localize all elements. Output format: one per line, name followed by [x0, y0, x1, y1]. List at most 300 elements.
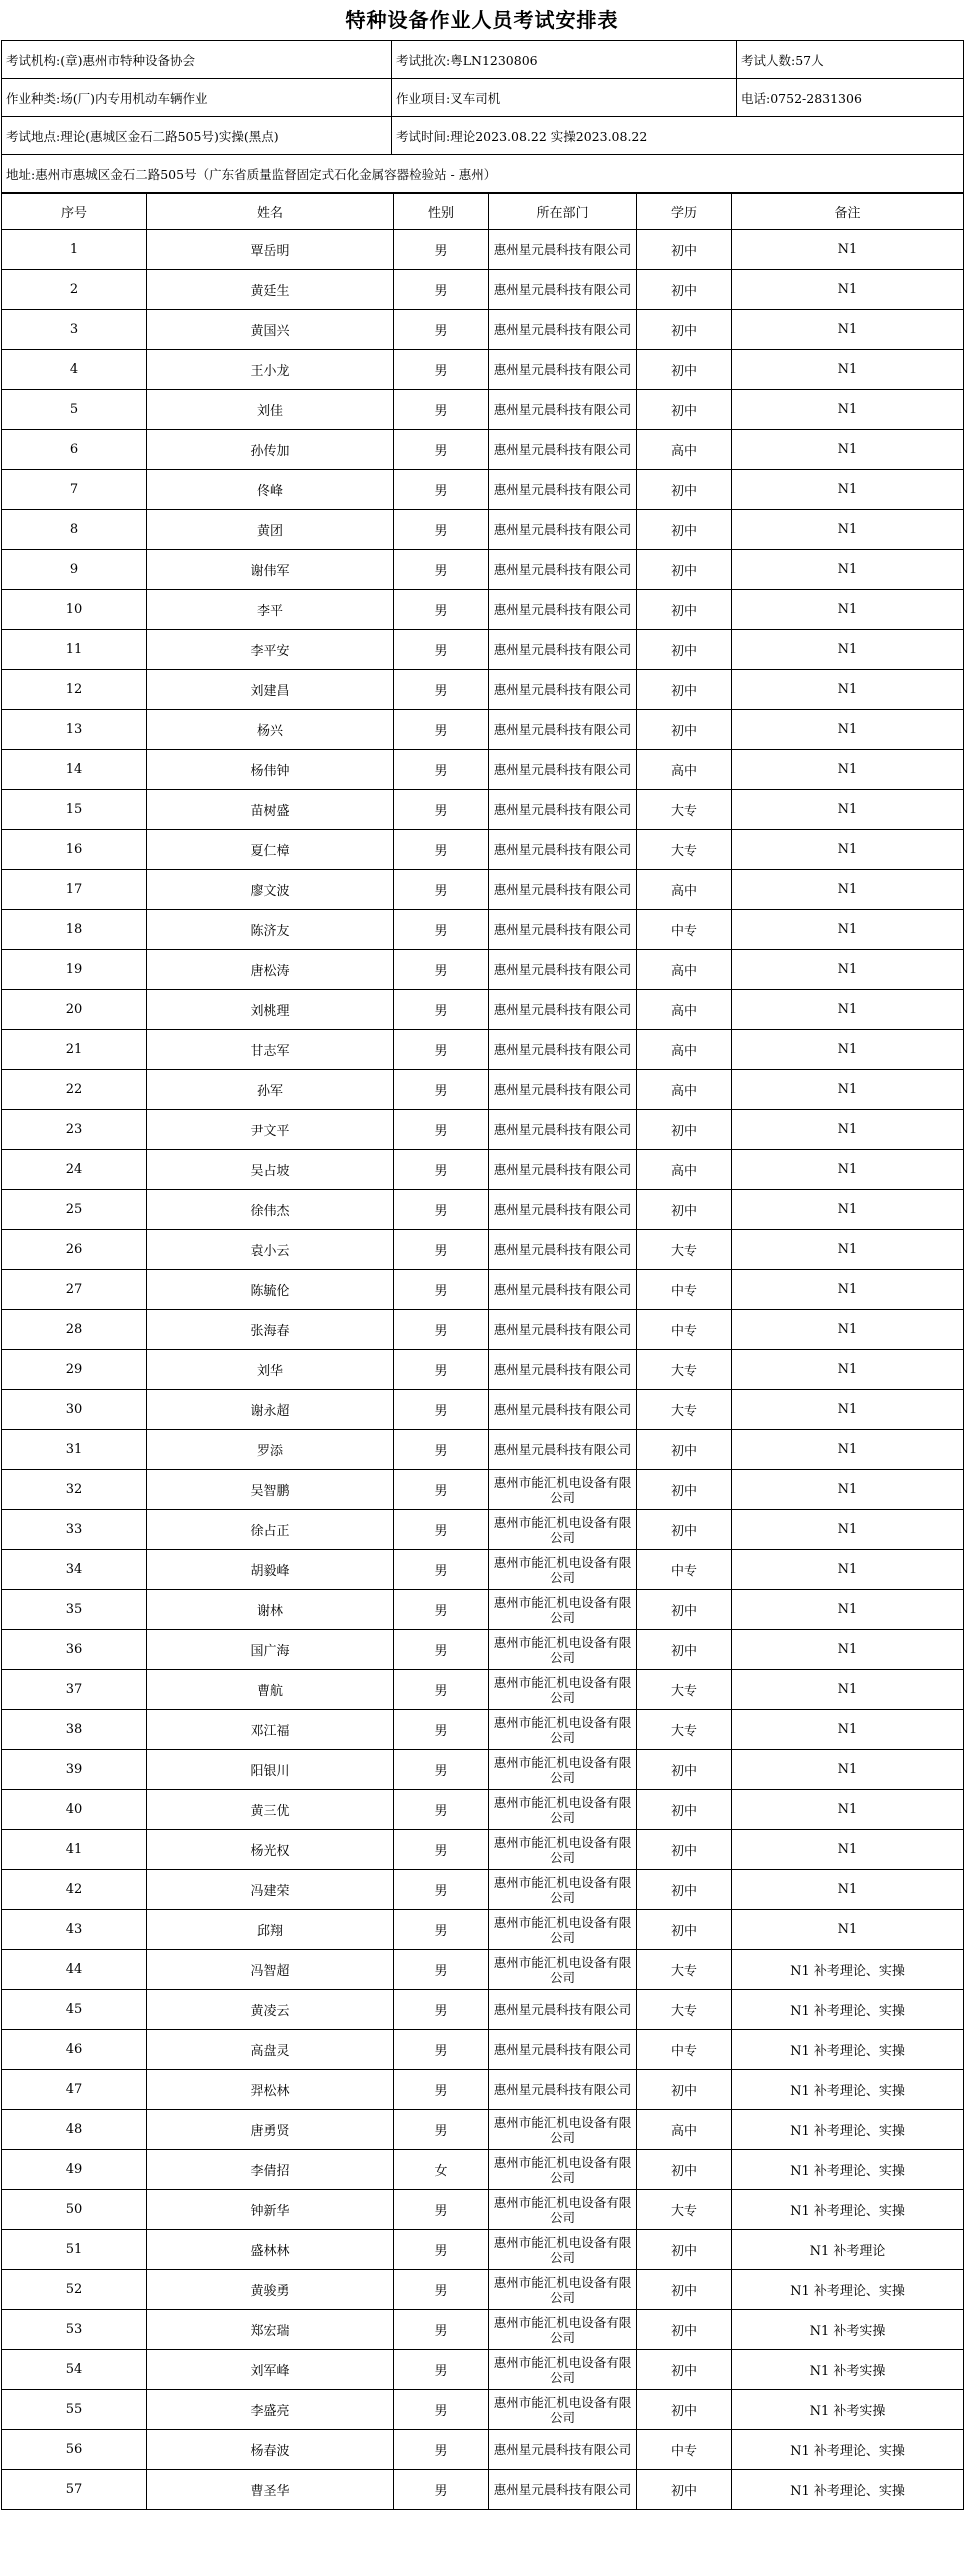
- gender-cell: 男: [394, 750, 489, 790]
- gender-cell: 男: [394, 2430, 489, 2470]
- education-cell: 初中: [637, 310, 732, 350]
- name-cell: 邱翔: [147, 1910, 394, 1950]
- table-row: [2, 1190, 964, 1230]
- table-row: [2, 1070, 964, 1110]
- name-cell: 刘桃理: [147, 990, 394, 1030]
- table-row: [2, 2310, 964, 2350]
- gender-cell: 男: [394, 1790, 489, 1830]
- name-cell: 钟新华: [147, 2190, 394, 2230]
- education-cell: 高中: [637, 990, 732, 1030]
- dept-cell: 惠州市能汇机电设备有限公司: [489, 1830, 637, 1870]
- education-cell: 初中: [637, 230, 732, 270]
- seq-cell: 24: [2, 1150, 147, 1190]
- exam-org: 考试机构:(章)惠州市特种设备协会: [2, 41, 392, 79]
- remark-cell: N1: [732, 1430, 964, 1470]
- table-row: [2, 2270, 964, 2310]
- dept-cell: 惠州星元晨科技有限公司: [489, 630, 637, 670]
- education-cell: 中专: [637, 1270, 732, 1310]
- dept-cell: 惠州星元晨科技有限公司: [489, 2030, 637, 2070]
- name-cell: 夏仁樟: [147, 830, 394, 870]
- name-cell: 刘军峰: [147, 2350, 394, 2390]
- seq-cell: 16: [2, 830, 147, 870]
- seq-cell: 13: [2, 710, 147, 750]
- column-header: 学历: [637, 194, 732, 230]
- remark-cell: N1: [732, 1030, 964, 1070]
- seq-cell: 29: [2, 1350, 147, 1390]
- dept-cell: 惠州星元晨科技有限公司: [489, 1350, 637, 1390]
- seq-cell: 55: [2, 2390, 147, 2430]
- name-cell: 胡毅峰: [147, 1550, 394, 1590]
- remark-cell: N1: [732, 1110, 964, 1150]
- seq-cell: 43: [2, 1910, 147, 1950]
- name-cell: 袁小云: [147, 1230, 394, 1270]
- gender-cell: 男: [394, 390, 489, 430]
- education-cell: 初中: [637, 2470, 732, 2510]
- table-row: [2, 1710, 964, 1750]
- gender-cell: 男: [394, 2190, 489, 2230]
- education-cell: 初中: [637, 1470, 732, 1510]
- remark-cell: N1: [732, 1910, 964, 1950]
- seq-cell: 12: [2, 670, 147, 710]
- table-row: [2, 870, 964, 910]
- name-cell: 孙传加: [147, 430, 394, 470]
- seq-cell: 36: [2, 1630, 147, 1670]
- name-cell: 陈济友: [147, 910, 394, 950]
- education-cell: 初中: [637, 1430, 732, 1470]
- education-cell: 高中: [637, 1030, 732, 1070]
- name-cell: 刘华: [147, 1350, 394, 1390]
- dept-cell: 惠州星元晨科技有限公司: [489, 950, 637, 990]
- gender-cell: 男: [394, 1670, 489, 1710]
- dept-cell: 惠州星元晨科技有限公司: [489, 2470, 637, 2510]
- name-cell: 覃岳明: [147, 230, 394, 270]
- remark-cell: N1: [732, 230, 964, 270]
- column-header: 备注: [732, 194, 964, 230]
- dept-cell: 惠州星元晨科技有限公司: [489, 790, 637, 830]
- name-cell: 张海春: [147, 1310, 394, 1350]
- seq-cell: 56: [2, 2430, 147, 2470]
- dept-cell: 惠州市能汇机电设备有限公司: [489, 1750, 637, 1790]
- name-cell: 谢林: [147, 1590, 394, 1630]
- gender-cell: 男: [394, 2070, 489, 2110]
- seq-cell: 39: [2, 1750, 147, 1790]
- dept-cell: 惠州星元晨科技有限公司: [489, 870, 637, 910]
- education-cell: 初中: [637, 470, 732, 510]
- seq-cell: 54: [2, 2350, 147, 2390]
- table-row: [2, 1670, 964, 1710]
- education-cell: 初中: [637, 1190, 732, 1230]
- column-header: 姓名: [147, 194, 394, 230]
- education-cell: 初中: [637, 2270, 732, 2310]
- education-cell: 初中: [637, 1870, 732, 1910]
- seq-cell: 23: [2, 1110, 147, 1150]
- gender-cell: 男: [394, 2390, 489, 2430]
- education-cell: 大专: [637, 1950, 732, 1990]
- name-cell: 黄三优: [147, 1790, 394, 1830]
- seq-cell: 14: [2, 750, 147, 790]
- gender-cell: 男: [394, 470, 489, 510]
- work-category: 作业种类:场(厂)内专用机动车辆作业: [2, 79, 392, 117]
- education-cell: 高中: [637, 750, 732, 790]
- remark-cell: N1: [732, 1670, 964, 1710]
- dept-cell: 惠州市能汇机电设备有限公司: [489, 1670, 637, 1710]
- remark-cell: N1 补考实操: [732, 2350, 964, 2390]
- name-cell: 谢永超: [147, 1390, 394, 1430]
- name-cell: 羿松林: [147, 2070, 394, 2110]
- seq-cell: 30: [2, 1390, 147, 1430]
- education-cell: 中专: [637, 2430, 732, 2470]
- gender-cell: 男: [394, 950, 489, 990]
- name-cell: 吴占坡: [147, 1150, 394, 1190]
- education-cell: 初中: [637, 2310, 732, 2350]
- gender-cell: 男: [394, 1030, 489, 1070]
- name-cell: 杨光权: [147, 1830, 394, 1870]
- table-row: [2, 1510, 964, 1550]
- education-cell: 中专: [637, 1310, 732, 1350]
- remark-cell: N1: [732, 750, 964, 790]
- dept-cell: 惠州星元晨科技有限公司: [489, 470, 637, 510]
- gender-cell: 男: [394, 1070, 489, 1110]
- exam-info-table: [1, 40, 964, 193]
- remark-cell: N1: [732, 1390, 964, 1430]
- remark-cell: N1: [732, 790, 964, 830]
- education-cell: 初中: [637, 1790, 732, 1830]
- education-cell: 中专: [637, 2030, 732, 2070]
- seq-cell: 51: [2, 2230, 147, 2270]
- dept-cell: 惠州星元晨科技有限公司: [489, 1190, 637, 1230]
- education-cell: 初中: [637, 1590, 732, 1630]
- table-row: [2, 790, 964, 830]
- seq-cell: 47: [2, 2070, 147, 2110]
- education-cell: 高中: [637, 430, 732, 470]
- gender-cell: 男: [394, 230, 489, 270]
- name-cell: 廖文波: [147, 870, 394, 910]
- dept-cell: 惠州星元晨科技有限公司: [489, 990, 637, 1030]
- name-cell: 杨春波: [147, 2430, 394, 2470]
- remark-cell: N1 补考理论、实操: [732, 2030, 964, 2070]
- seq-cell: 52: [2, 2270, 147, 2310]
- seq-cell: 8: [2, 510, 147, 550]
- dept-cell: 惠州星元晨科技有限公司: [489, 1390, 637, 1430]
- education-cell: 初中: [637, 2230, 732, 2270]
- table-row: [2, 350, 964, 390]
- remark-cell: N1: [732, 1070, 964, 1110]
- seq-cell: 19: [2, 950, 147, 990]
- remark-cell: N1: [732, 1710, 964, 1750]
- gender-cell: 男: [394, 1150, 489, 1190]
- remark-cell: N1: [732, 1230, 964, 1270]
- name-cell: 邓江福: [147, 1710, 394, 1750]
- seq-cell: 5: [2, 390, 147, 430]
- gender-cell: 男: [394, 1590, 489, 1630]
- name-cell: 杨兴: [147, 710, 394, 750]
- gender-cell: 男: [394, 1110, 489, 1150]
- seq-cell: 4: [2, 350, 147, 390]
- name-cell: 罗添: [147, 1430, 394, 1470]
- gender-cell: 男: [394, 430, 489, 470]
- dept-cell: 惠州星元晨科技有限公司: [489, 1030, 637, 1070]
- name-cell: 曹圣华: [147, 2470, 394, 2510]
- seq-cell: 9: [2, 550, 147, 590]
- gender-cell: 男: [394, 1830, 489, 1870]
- name-cell: 刘建昌: [147, 670, 394, 710]
- gender-cell: 男: [394, 1310, 489, 1350]
- seq-cell: 25: [2, 1190, 147, 1230]
- dept-cell: 惠州市能汇机电设备有限公司: [489, 1550, 637, 1590]
- page-title: 特种设备作业人员考试安排表: [345, 8, 619, 32]
- name-cell: 孙军: [147, 1070, 394, 1110]
- gender-cell: 男: [394, 1390, 489, 1430]
- seq-cell: 3: [2, 310, 147, 350]
- seq-cell: 38: [2, 1710, 147, 1750]
- seq-cell: 10: [2, 590, 147, 630]
- seq-cell: 31: [2, 1430, 147, 1470]
- remark-cell: N1: [732, 390, 964, 430]
- table-row: [2, 1870, 964, 1910]
- remark-cell: N1: [732, 1750, 964, 1790]
- gender-cell: 男: [394, 2030, 489, 2070]
- name-cell: 佟峰: [147, 470, 394, 510]
- gender-cell: 男: [394, 670, 489, 710]
- dept-cell: 惠州市能汇机电设备有限公司: [489, 1710, 637, 1750]
- seq-cell: 40: [2, 1790, 147, 1830]
- dept-cell: 惠州市能汇机电设备有限公司: [489, 2350, 637, 2390]
- dept-cell: 惠州星元晨科技有限公司: [489, 2070, 637, 2110]
- education-cell: 初中: [637, 550, 732, 590]
- gender-cell: 男: [394, 630, 489, 670]
- remark-cell: N1: [732, 470, 964, 510]
- remark-cell: N1: [732, 950, 964, 990]
- table-row: [2, 910, 964, 950]
- dept-cell: 惠州市能汇机电设备有限公司: [489, 2190, 637, 2230]
- table-row: [2, 270, 964, 310]
- seq-cell: 48: [2, 2110, 147, 2150]
- remark-cell: N1 补考理论、实操: [732, 2070, 964, 2110]
- education-cell: 高中: [637, 1070, 732, 1110]
- seq-cell: 50: [2, 2190, 147, 2230]
- dept-cell: 惠州星元晨科技有限公司: [489, 390, 637, 430]
- table-row: [2, 2430, 964, 2470]
- dept-cell: 惠州星元晨科技有限公司: [489, 1310, 637, 1350]
- name-cell: 黄国兴: [147, 310, 394, 350]
- dept-cell: 惠州市能汇机电设备有限公司: [489, 1470, 637, 1510]
- seq-cell: 34: [2, 1550, 147, 1590]
- table-header-row: [2, 194, 964, 230]
- gender-cell: 男: [394, 1550, 489, 1590]
- seq-cell: 45: [2, 1990, 147, 2030]
- name-cell: 盛林林: [147, 2230, 394, 2270]
- table-row: [2, 510, 964, 550]
- seq-cell: 17: [2, 870, 147, 910]
- remark-cell: N1 补考理论、实操: [732, 2430, 964, 2470]
- name-cell: 杨伟钟: [147, 750, 394, 790]
- gender-cell: 男: [394, 1990, 489, 2030]
- seq-cell: 44: [2, 1950, 147, 1990]
- name-cell: 刘佳: [147, 390, 394, 430]
- table-row: [2, 310, 964, 350]
- table-row: [2, 1550, 964, 1590]
- gender-cell: 男: [394, 870, 489, 910]
- education-cell: 大专: [637, 1390, 732, 1430]
- exam-time: 考试时间:理论2023.08.22 实操2023.08.22: [392, 117, 964, 155]
- gender-cell: 男: [394, 590, 489, 630]
- seq-cell: 53: [2, 2310, 147, 2350]
- name-cell: 李盛亮: [147, 2390, 394, 2430]
- gender-cell: 男: [394, 2350, 489, 2390]
- table-row: [2, 390, 964, 430]
- education-cell: 初中: [637, 2390, 732, 2430]
- education-cell: 大专: [637, 830, 732, 870]
- exam-batch: 考试批次:粤LN1230806: [392, 41, 737, 79]
- name-cell: 黄廷生: [147, 270, 394, 310]
- remark-cell: N1 补考理论、实操: [732, 2470, 964, 2510]
- seq-cell: 1: [2, 230, 147, 270]
- seq-cell: 15: [2, 790, 147, 830]
- table-row: [2, 1110, 964, 1150]
- education-cell: 中专: [637, 910, 732, 950]
- table-row: [2, 550, 964, 590]
- gender-cell: 男: [394, 2310, 489, 2350]
- seq-cell: 33: [2, 1510, 147, 1550]
- table-row: [2, 2150, 964, 2190]
- table-row: [2, 1350, 964, 1390]
- remark-cell: N1: [732, 1190, 964, 1230]
- dept-cell: 惠州星元晨科技有限公司: [489, 270, 637, 310]
- remark-cell: N1: [732, 870, 964, 910]
- remark-cell: N1: [732, 510, 964, 550]
- name-cell: 苗树盛: [147, 790, 394, 830]
- table-row: [2, 2070, 964, 2110]
- education-cell: 大专: [637, 1350, 732, 1390]
- gender-cell: 男: [394, 550, 489, 590]
- table-row: [2, 1430, 964, 1470]
- education-cell: 初中: [637, 1630, 732, 1670]
- table-row: [2, 670, 964, 710]
- gender-cell: 男: [394, 830, 489, 870]
- education-cell: 中专: [637, 1550, 732, 1590]
- remark-cell: N1: [732, 310, 964, 350]
- contact-phone: 电话:0752-2831306: [737, 79, 964, 117]
- education-cell: 初中: [637, 1910, 732, 1950]
- name-cell: 尹文平: [147, 1110, 394, 1150]
- dept-cell: 惠州星元晨科技有限公司: [489, 590, 637, 630]
- dept-cell: 惠州星元晨科技有限公司: [489, 230, 637, 270]
- seq-cell: 28: [2, 1310, 147, 1350]
- education-cell: 大专: [637, 1230, 732, 1270]
- education-cell: 初中: [637, 1750, 732, 1790]
- dept-cell: 惠州星元晨科技有限公司: [489, 350, 637, 390]
- dept-cell: 惠州星元晨科技有限公司: [489, 830, 637, 870]
- seq-cell: 7: [2, 470, 147, 510]
- exam-address: 地址:惠州市惠城区金石二路505号（广东省质量监督固定式石化金属容器检验站 - 惠州）: [2, 155, 964, 193]
- seq-cell: 18: [2, 910, 147, 950]
- dept-cell: 惠州星元晨科技有限公司: [489, 670, 637, 710]
- dept-cell: 惠州市能汇机电设备有限公司: [489, 1790, 637, 1830]
- remark-cell: N1: [732, 1310, 964, 1350]
- gender-cell: 男: [394, 1190, 489, 1230]
- gender-cell: 男: [394, 1630, 489, 1670]
- remark-cell: N1: [732, 1550, 964, 1590]
- remark-cell: N1: [732, 630, 964, 670]
- remark-cell: N1: [732, 270, 964, 310]
- gender-cell: 男: [394, 1230, 489, 1270]
- education-cell: 初中: [637, 2070, 732, 2110]
- table-row: [2, 2390, 964, 2430]
- education-cell: 初中: [637, 270, 732, 310]
- dept-cell: 惠州星元晨科技有限公司: [489, 750, 637, 790]
- remark-cell: N1: [732, 590, 964, 630]
- table-row: [2, 1390, 964, 1430]
- remark-cell: N1: [732, 1870, 964, 1910]
- exam-count: 考试人数:57人: [737, 41, 964, 79]
- education-cell: 大专: [637, 1670, 732, 1710]
- dept-cell: 惠州星元晨科技有限公司: [489, 1230, 637, 1270]
- gender-cell: 男: [394, 1470, 489, 1510]
- dept-cell: 惠州星元晨科技有限公司: [489, 2430, 637, 2470]
- dept-cell: 惠州市能汇机电设备有限公司: [489, 1630, 637, 1670]
- table-row: [2, 230, 964, 270]
- table-row: [2, 990, 964, 1030]
- table-row: [2, 2110, 964, 2150]
- name-cell: 曹航: [147, 1670, 394, 1710]
- education-cell: 初中: [637, 630, 732, 670]
- dept-cell: 惠州星元晨科技有限公司: [489, 1270, 637, 1310]
- seq-cell: 2: [2, 270, 147, 310]
- name-cell: 唐松涛: [147, 950, 394, 990]
- remark-cell: N1: [732, 1590, 964, 1630]
- gender-cell: 男: [394, 910, 489, 950]
- remark-cell: N1: [732, 830, 964, 870]
- dept-cell: 惠州市能汇机电设备有限公司: [489, 1510, 637, 1550]
- seq-cell: 11: [2, 630, 147, 670]
- gender-cell: 男: [394, 350, 489, 390]
- name-cell: 黄骏勇: [147, 2270, 394, 2310]
- education-cell: 初中: [637, 510, 732, 550]
- education-cell: 高中: [637, 1150, 732, 1190]
- name-cell: 冯建荣: [147, 1870, 394, 1910]
- dept-cell: 惠州星元晨科技有限公司: [489, 710, 637, 750]
- table-row: [2, 830, 964, 870]
- gender-cell: 男: [394, 270, 489, 310]
- table-row: [2, 2230, 964, 2270]
- gender-cell: 男: [394, 1950, 489, 1990]
- column-header: 性别: [394, 194, 489, 230]
- remark-cell: N1: [732, 430, 964, 470]
- name-cell: 李平安: [147, 630, 394, 670]
- column-header: 所在部门: [489, 194, 637, 230]
- education-cell: 初中: [637, 390, 732, 430]
- table-row: [2, 2470, 964, 2510]
- remark-cell: N1 补考实操: [732, 2390, 964, 2430]
- gender-cell: 男: [394, 1710, 489, 1750]
- name-cell: 冯智超: [147, 1950, 394, 1990]
- gender-cell: 男: [394, 990, 489, 1030]
- table-row: [2, 1590, 964, 1630]
- dept-cell: 惠州市能汇机电设备有限公司: [489, 2390, 637, 2430]
- name-cell: 王小龙: [147, 350, 394, 390]
- seq-cell: 21: [2, 1030, 147, 1070]
- remark-cell: N1: [732, 350, 964, 390]
- table-row: [2, 710, 964, 750]
- table-row: [2, 950, 964, 990]
- dept-cell: 惠州星元晨科技有限公司: [489, 1990, 637, 2030]
- remark-cell: N1: [732, 1150, 964, 1190]
- exam-site: 考试地点:理论(惠城区金石二路505号)实操(黑点): [2, 117, 392, 155]
- remark-cell: N1: [732, 670, 964, 710]
- gender-cell: 男: [394, 1750, 489, 1790]
- gender-cell: 男: [394, 1350, 489, 1390]
- education-cell: 大专: [637, 2190, 732, 2230]
